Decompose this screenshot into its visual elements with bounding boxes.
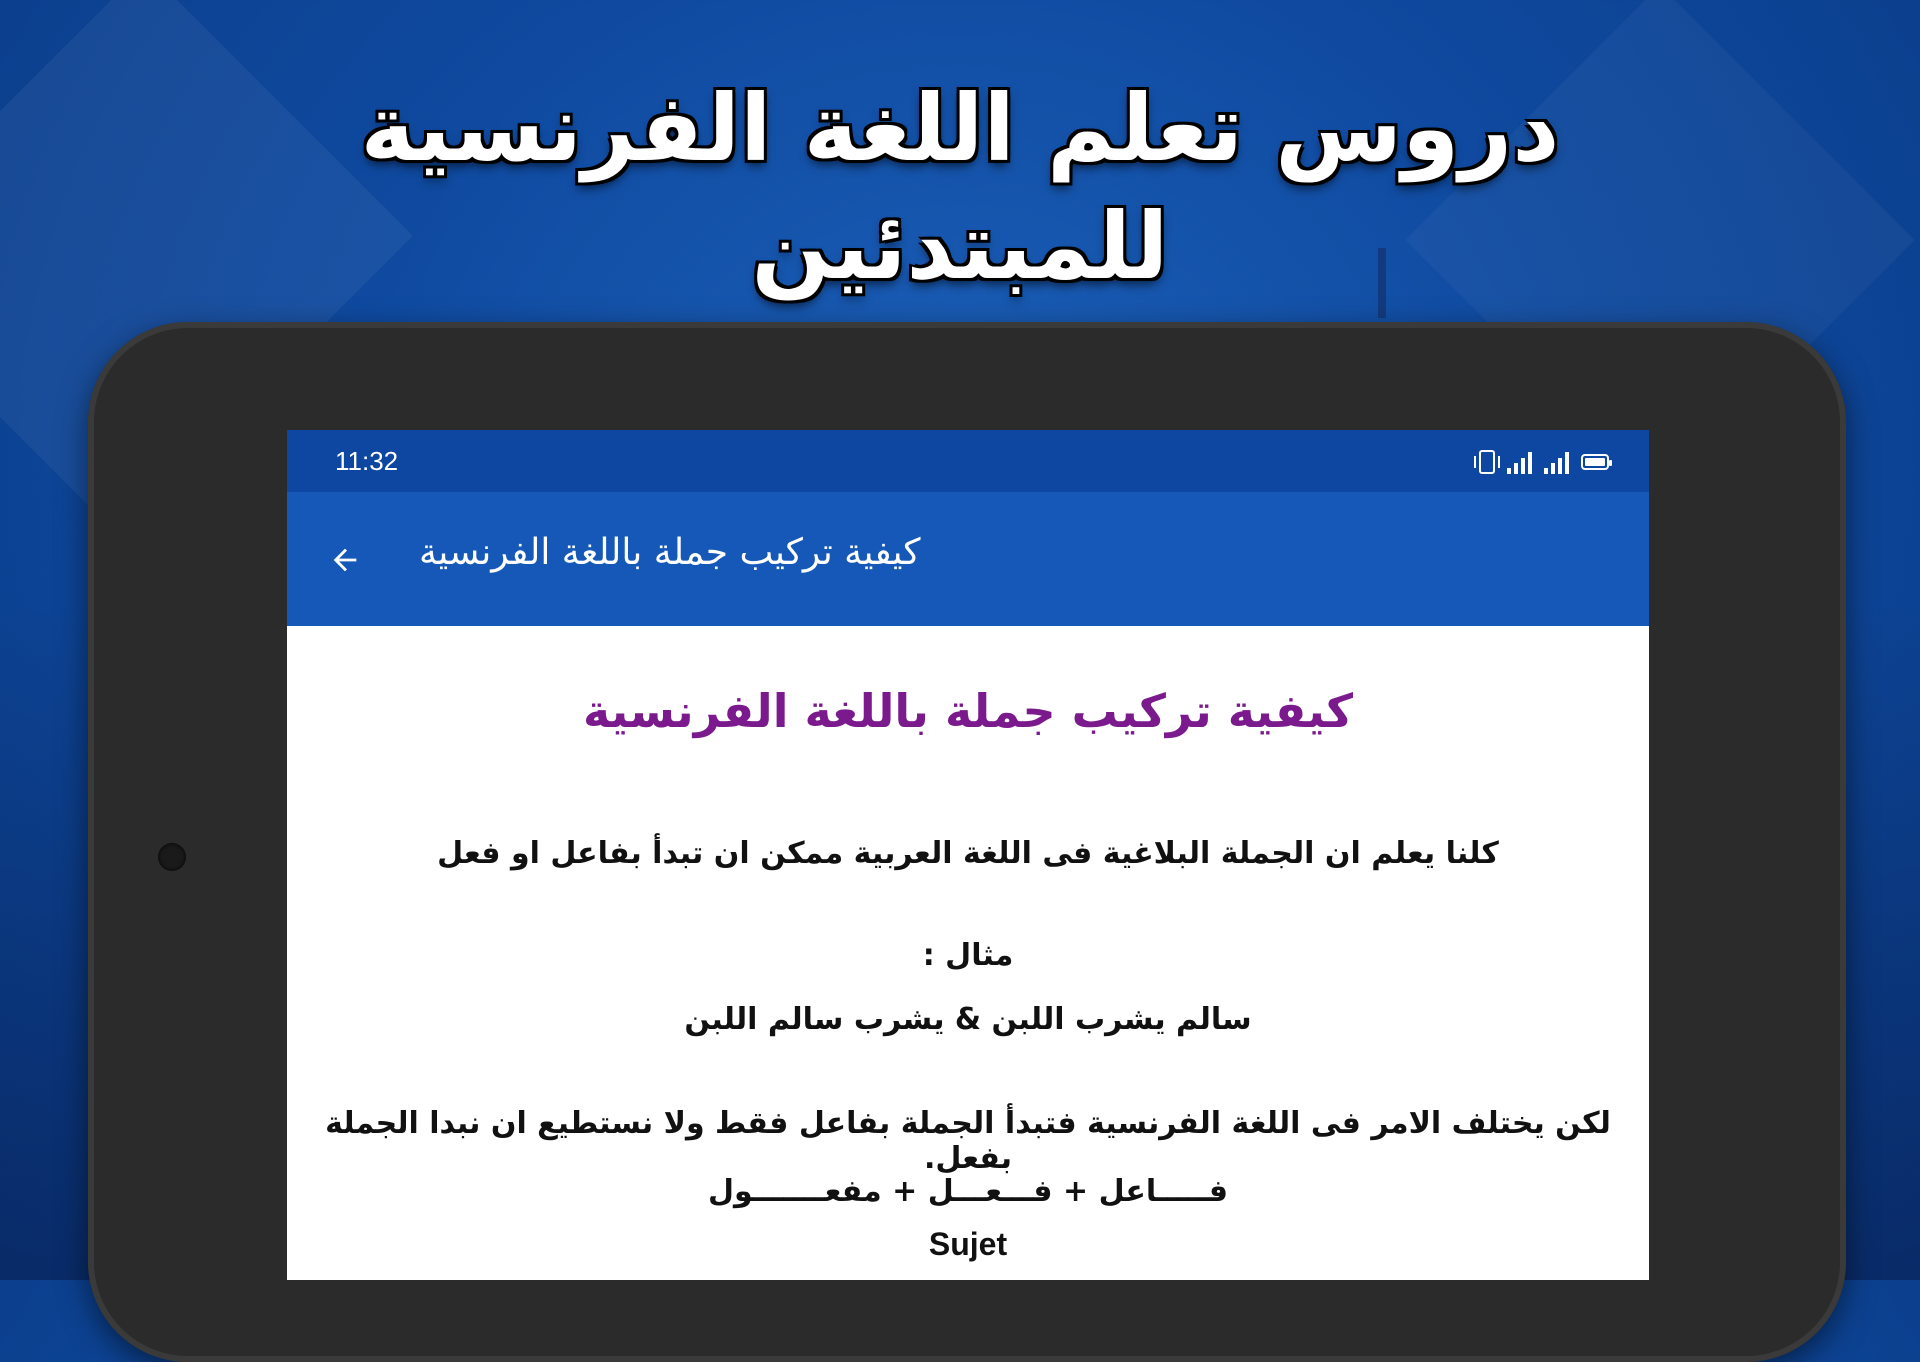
example-label: مثال : — [922, 938, 1014, 973]
lesson-paragraph: كلنا يعلم ان الجملة البلاغية فى اللغة العربية ممكن ان تبدأ بفاعل او فعل — [437, 836, 1499, 871]
arrow-back-icon — [328, 543, 362, 577]
app-bar — [287, 492, 1649, 626]
sentence-formula: فـــــاعل + فـــعـــل + مفعـــــــول — [707, 1174, 1229, 1209]
status-bar — [287, 430, 1649, 492]
promo-title-line2: للمبتدئين — [751, 193, 1169, 300]
device-screen — [287, 430, 1649, 1280]
lesson-heading: كيفية تركيب جملة باللغة الفرنسية — [582, 684, 1354, 738]
camera-dot — [158, 843, 186, 871]
back-button[interactable] — [315, 530, 375, 590]
status-icons — [1479, 448, 1609, 474]
signal-icon — [1507, 450, 1532, 474]
lesson-content — [287, 626, 1649, 1280]
battery-icon — [1581, 454, 1609, 470]
lesson-paragraph: لكن يختلف الامر فى اللغة الفرنسية فتبدأ الجملة بفاعل فقط ولا نستطيع ان نبدا الجملة بفعل. — [325, 1106, 1611, 1176]
signal-icon — [1544, 450, 1569, 474]
status-time: 11:32 — [335, 446, 399, 476]
vibrate-icon — [1479, 450, 1495, 474]
app-bar-title: كيفية تركيب جملة باللغة الفرنسية — [419, 532, 921, 573]
example-text: سالم يشرب اللبن & يشرب سالم اللبن — [684, 1002, 1252, 1037]
promo-title-line1: دروس تعلم اللغة الفرنسية — [360, 75, 1560, 182]
sujet-label: Sujet — [928, 1226, 1008, 1262]
promo-title — [0, 70, 1920, 306]
